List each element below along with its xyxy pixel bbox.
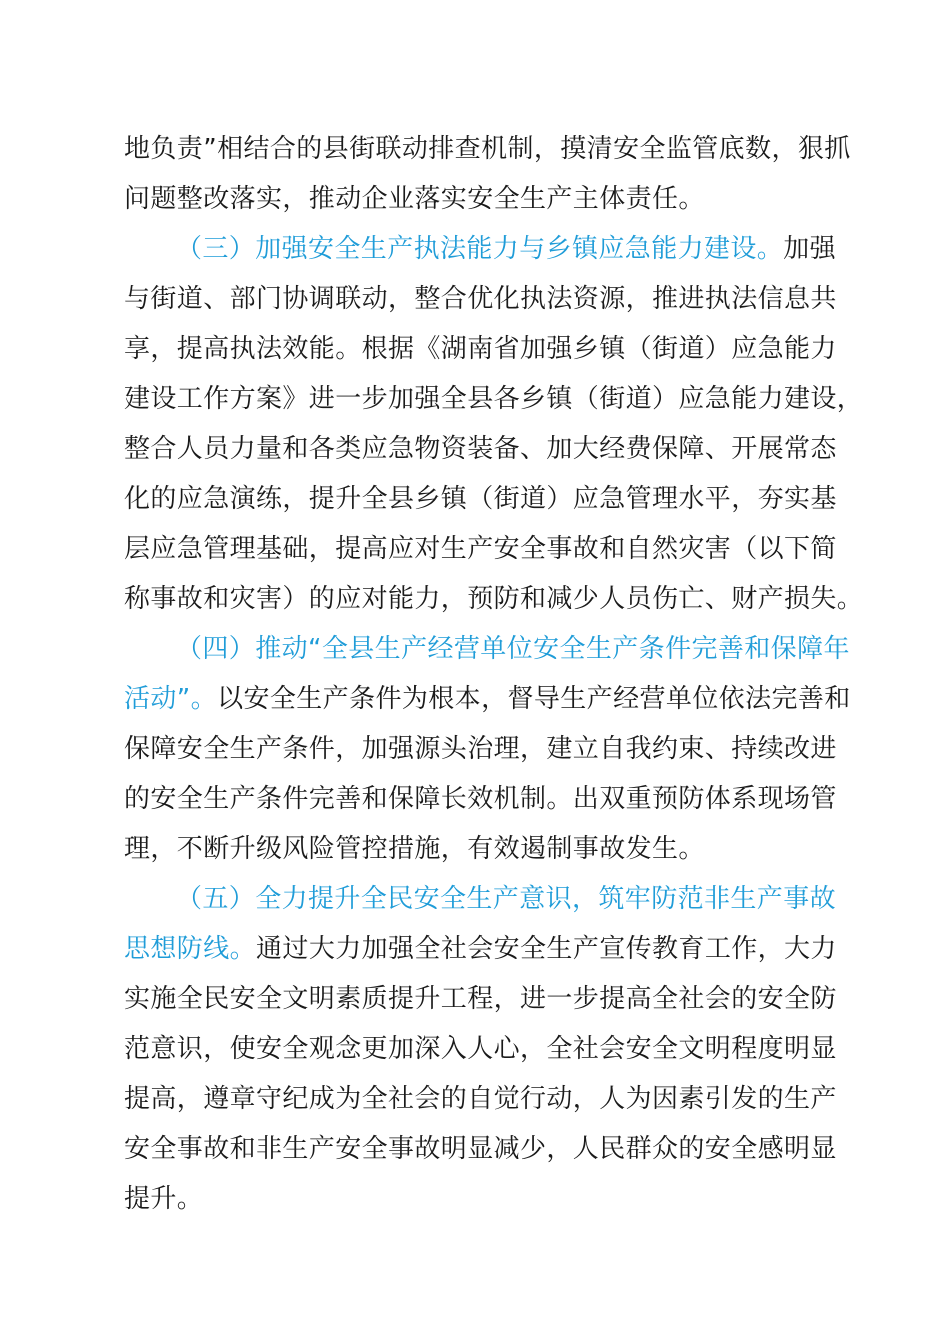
- section-4-line-2: [124, 674, 851, 724]
- section-3-line-6: 化的应急演练，提升全县乡镇（街道）应急管理水平，夯实基: [124, 484, 837, 514]
- section-4-line-4: 的安全生产条件完善和保障长效机制。出双重预防体系现场管: [124, 784, 837, 814]
- section-3-line-3: 享，提高执法效能。根据《湖南省加强乡镇（街道）应急能力: [124, 334, 837, 364]
- section-5-line-5: 提高，遵章守纪成为全社会的自觉行动，人为因素引发的生产: [124, 1084, 837, 1114]
- section-4-line-5: 理，不断升级风险管控措施，有效遏制事故发生。: [124, 834, 705, 864]
- section-5-line-7: 提升。: [124, 1184, 204, 1214]
- section-4-line-3: 保障安全生产条件，加强源头治理，建立自我约束、持续改进: [124, 734, 837, 764]
- section-3-line-7: 层应急管理基础，提高应对生产安全事故和自然灾害（以下简: [124, 534, 837, 564]
- section-3-line-5: 整合人员力量和各类应急物资装备、加大经费保障、开展常态: [124, 434, 837, 464]
- section-5-line-2: [124, 924, 844, 974]
- section-3-line-4: 建设工作方案》进一步加强全县各乡镇（街道）应急能力建设，: [124, 384, 864, 414]
- section-4-heading-line-2: 活动”。: [124, 684, 218, 714]
- section-5-line-3: 实施全民安全文明素质提升工程，进一步提高全社会的安全防: [124, 984, 837, 1014]
- section-3-line-1-text: 加强: [783, 234, 837, 264]
- section-5-line-2-text: 通过大力加强全社会安全生产宣传教育工作，大力: [256, 934, 837, 964]
- section-5-line-6: 安全事故和非生产安全事故明显减少，人民群众的安全感明显: [124, 1134, 837, 1164]
- section-4-heading-line-1: （四）推动“全县生产经营单位安全生产条件完善和保障年: [176, 634, 850, 664]
- section-3-line-2: 与街道、部门协调联动，整合优化执法资源，推进执法信息共: [124, 284, 837, 314]
- section-3-line-8: 称事故和灾害）的应对能力，预防和减少人员伤亡、财产损失。: [124, 584, 864, 614]
- section-3-line-1: [176, 224, 896, 274]
- section-3-heading: （三）加强安全生产执法能力与乡镇应急能力建设。: [176, 234, 784, 264]
- section-5-heading-line-2: 思想防线。: [124, 934, 257, 964]
- section-5-heading-line-1: （五）全力提升全民安全生产意识，筑牢防范非生产事故: [176, 884, 837, 914]
- section-5-line-4: 范意识，使安全观念更加深入人心，全社会安全文明程度明显: [124, 1034, 837, 1064]
- section-4-line-2-text: 以安全生产条件为根本，督导生产经营单位依法完善和: [217, 684, 851, 714]
- paragraph-1-line-1: 地负责”相结合的县街联动排查机制，摸清安全监管底数，狠抓: [124, 134, 851, 164]
- paragraph-1-line-2: 问题整改落实，推动企业落实安全生产主体责任。: [124, 184, 705, 214]
